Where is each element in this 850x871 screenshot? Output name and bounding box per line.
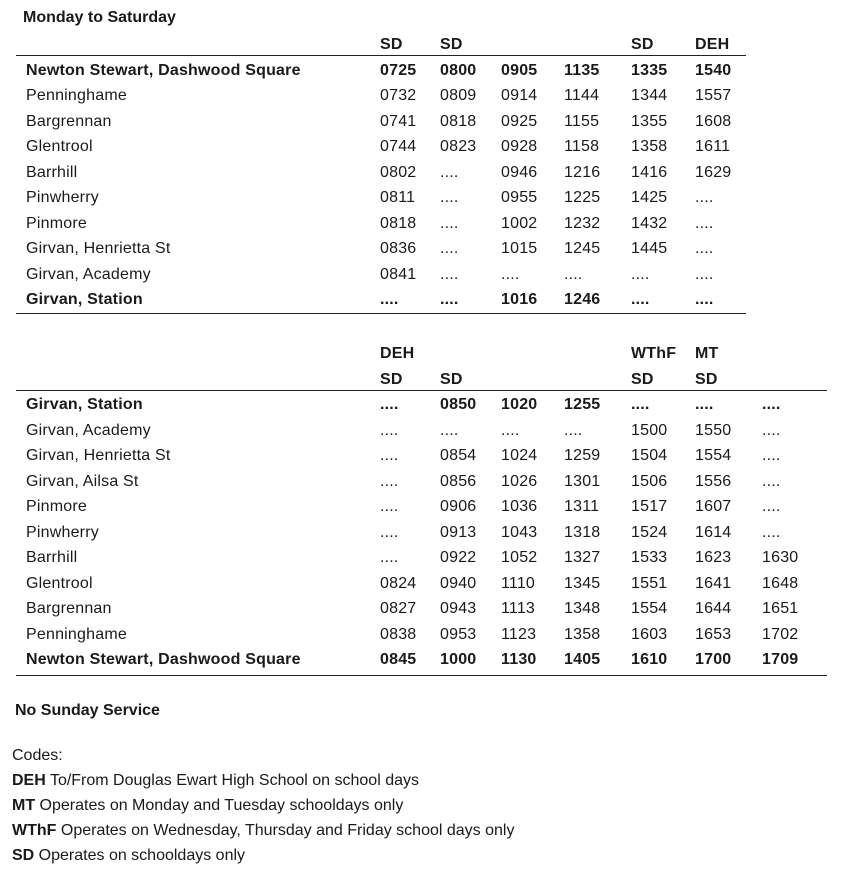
column-code [501,341,564,367]
code-abbrev: SD [12,847,35,864]
departure-time: .... [380,472,399,490]
departure-time: 1216 [564,163,601,181]
return-bottom-rule [16,675,827,676]
stop-name: Girvan, Academy [26,421,151,439]
departure-time: 1358 [564,625,601,643]
stop-name: Penninghame [26,87,127,104]
stop-name: Girvan, Henrietta St [26,447,171,464]
departure-time: 1630 [762,549,799,566]
departure-time: 1246 [564,291,601,308]
timetable-row [16,83,746,109]
departure-time: .... [440,265,459,283]
departure-time: 0928 [501,138,538,155]
stop-name: Pinmore [26,214,87,232]
departure-time: 1110 [501,574,536,592]
departure-time: .... [762,447,781,464]
column-code: DEH [695,36,730,53]
timetable-row [16,392,827,418]
departure-time: 0955 [501,189,538,206]
code-definition [12,847,245,865]
departure-time: 1644 [695,600,732,617]
departure-time: 1016 [501,291,538,308]
column-code: SD [695,370,718,388]
departure-time: .... [501,265,520,283]
departure-time: 0811 [380,189,416,206]
stop-name: Girvan, Academy [26,265,151,283]
departure-time: 1130 [501,651,537,668]
column-code: DEH [380,345,415,362]
column-code: SD [631,370,654,388]
code-spacer [16,32,380,58]
code-definition [12,772,419,790]
column-code [762,367,827,393]
departure-time: .... [380,523,399,541]
departure-time: .... [564,421,583,439]
departure-time: .... [762,472,781,490]
code-spacer [16,367,380,393]
section1-title: Monday to Saturday [23,9,176,26]
departure-time: .... [564,265,583,283]
column-code: SD [440,36,463,53]
departure-time: 1641 [695,574,732,592]
stop-name: Girvan, Ailsa St [26,472,139,490]
departure-time: .... [762,523,781,541]
timetable-row [16,109,746,135]
column-code: WThF [631,345,677,362]
departure-time: 1550 [695,421,732,439]
column-code [564,341,631,367]
departure-time: .... [380,291,399,308]
departure-time: .... [631,265,650,283]
departure-time: 0914 [501,87,538,104]
departure-time: 0744 [380,138,417,155]
codes-title: Codes: [12,747,63,764]
departure-time: 1043 [501,523,538,541]
departure-time: .... [695,265,714,283]
no-sunday-note: No Sunday Service [15,702,160,719]
departure-time: 1607 [695,498,732,515]
departure-time: 1623 [695,549,732,566]
departure-time: 1344 [631,87,668,104]
departure-time: 1259 [564,447,601,464]
departure-time: 0946 [501,163,538,181]
departure-time: .... [440,240,459,257]
departure-time: 0800 [440,61,477,79]
timetable-row [16,596,827,622]
departure-time: .... [695,240,714,257]
stop-name: Newton Stewart, Dashwood Square [26,61,301,79]
stop-name: Pinwherry [26,523,99,541]
departure-time: 1533 [631,549,668,566]
departure-time: 1425 [631,189,668,206]
column-code [440,341,501,367]
timetable-row [16,134,746,160]
departure-time: 1554 [695,447,732,464]
code-definition [12,822,514,840]
departure-time: 0836 [380,240,417,257]
column-codes-row [16,367,827,393]
departure-time: 1500 [631,421,668,439]
outbound-bottom-rule [16,313,746,314]
departure-time: 1000 [440,651,477,668]
column-code [501,367,564,393]
departure-time: 1232 [564,214,601,232]
departure-time: 1551 [631,574,668,592]
departure-time: .... [440,214,459,232]
departure-time: 1648 [762,574,799,592]
code-definition [12,797,403,815]
departure-time: 1301 [564,472,601,490]
column-code [762,341,827,367]
departure-time: 0741 [380,112,417,130]
timetable-row [16,443,827,469]
departure-time: 1348 [564,600,601,617]
departure-time: 1026 [501,472,538,490]
departure-time: 1358 [631,138,668,155]
stop-name: Barrhill [26,549,78,566]
departure-time: 0953 [440,625,477,643]
departure-time: 1020 [501,396,538,413]
return-header-rule [16,390,827,391]
departure-time: 1225 [564,189,601,206]
departure-time: 1255 [564,396,601,413]
departure-time: 1355 [631,112,668,130]
departure-time: .... [440,163,459,181]
timetable-row [16,160,746,186]
code-abbrev: MT [12,797,36,814]
departure-time: 1653 [695,625,732,643]
departure-time: .... [440,189,459,206]
timetable-row [16,494,827,520]
stop-name: Bargrennan [26,112,112,130]
departure-time: 0856 [440,472,477,490]
departure-time: 1327 [564,549,601,566]
departure-time: 1335 [631,61,668,79]
timetable-row [16,418,827,444]
departure-time: 1629 [695,163,732,181]
departure-time: 1614 [695,523,732,541]
departure-time: 1554 [631,600,668,617]
departure-time: 0841 [380,265,417,283]
departure-time: .... [762,421,781,439]
departure-time: 0906 [440,498,477,515]
departure-time: 1113 [501,600,536,617]
stop-name: Girvan, Henrietta St [26,240,171,257]
departure-time: 1603 [631,625,668,643]
departure-time: 1245 [564,240,601,257]
code-description: Operates on Monday and Tuesday schooldays only [35,797,404,814]
departure-time: .... [440,421,459,439]
departure-time: .... [501,421,520,439]
outbound-header-rule [16,55,746,56]
column-code: SD [440,370,463,388]
departure-time: .... [695,214,714,232]
departure-time: .... [695,189,714,206]
column-code: SD [380,36,403,53]
departure-time: 1318 [564,523,601,541]
stop-name: Pinmore [26,498,87,515]
departure-time: 1608 [695,112,732,130]
code-abbrev: WThF [12,822,57,839]
code-abbrev: DEH [12,772,46,789]
stop-name: Barrhill [26,163,78,181]
column-code: SD [380,370,403,388]
stop-name: Newton Stewart, Dashwood Square [26,651,301,668]
departure-time: 0802 [380,163,417,181]
timetable-row [16,571,827,597]
departure-time: 0725 [380,61,417,79]
departure-time: .... [380,549,399,566]
departure-time: 1405 [564,651,601,668]
timetable-row [16,287,746,313]
column-codes-top-row [16,341,827,367]
code-description: Operates on schooldays only [34,847,246,864]
departure-time: 0818 [380,214,417,232]
departure-time: 1345 [564,574,601,592]
timetable-row [16,262,746,288]
column-codes-row [16,32,746,58]
timetable-row [16,622,827,648]
departure-time: 0913 [440,523,477,541]
column-code [564,367,631,393]
departure-time: .... [631,396,650,413]
departure-time: 1557 [695,87,732,104]
departure-time: 1506 [631,472,668,490]
departure-time: 0845 [380,651,417,668]
stop-name: Penninghame [26,625,127,643]
departure-time: 0905 [501,61,538,79]
departure-time: 1002 [501,214,538,232]
column-code [501,32,564,58]
departure-time: 0827 [380,600,417,617]
outbound-timetable [16,32,746,313]
departure-time: 1517 [631,498,668,515]
timetable-row [16,545,827,571]
column-code: MT [695,345,719,362]
departure-time: 1416 [631,163,668,181]
departure-time: .... [380,396,399,413]
departure-time: 1158 [564,138,600,155]
departure-time: 0809 [440,87,477,104]
departure-time: 0824 [380,574,417,592]
departure-time: .... [380,498,399,515]
timetable-row [16,469,827,495]
departure-time: 0850 [440,396,477,413]
departure-time: .... [380,447,399,464]
departure-time: 1036 [501,498,538,515]
stop-name: Glentrool [26,138,93,155]
departure-time: 1700 [695,651,732,668]
stop-name: Bargrennan [26,600,112,617]
departure-time: 1155 [564,112,600,130]
code-spacer [16,341,380,367]
departure-time: 1651 [762,600,799,617]
stop-name: Pinwherry [26,189,99,206]
departure-time: .... [695,291,714,308]
departure-time: .... [440,291,459,308]
timetable-row [16,211,746,237]
departure-time: 1052 [501,549,538,566]
departure-time: 1445 [631,240,668,257]
departure-time: 1611 [695,138,731,155]
departure-time: 0943 [440,600,477,617]
column-code: SD [631,36,654,53]
departure-time: .... [380,421,399,439]
departure-time: 1556 [695,472,732,490]
departure-time: 1709 [762,651,799,668]
timetable-row [16,647,827,673]
departure-time: 0925 [501,112,538,130]
departure-time: 1504 [631,447,668,464]
departure-time: 0732 [380,87,417,104]
departure-time: 1024 [501,447,538,464]
departure-time: .... [762,498,781,515]
departure-time: 1702 [762,625,799,643]
stop-name: Glentrool [26,574,93,592]
departure-time: 0823 [440,138,477,155]
departure-time: 1123 [501,625,537,643]
departure-time: 0838 [380,625,417,643]
departure-time: .... [695,396,714,413]
code-description: To/From Douglas Ewart High School on school days [45,772,419,789]
timetable-row [16,58,746,84]
departure-time: 1311 [564,498,600,515]
column-code [564,32,631,58]
departure-time: 0940 [440,574,477,592]
departure-time: 0922 [440,549,477,566]
departure-time: 0854 [440,447,477,464]
departure-time: 1144 [564,87,600,104]
departure-time: 1610 [631,651,668,668]
code-description: Operates on Wednesday, Thursday and Friday school days only [56,822,515,839]
departure-time: .... [762,396,781,413]
departure-time: 1432 [631,214,668,232]
departure-time: .... [631,291,650,308]
departure-time: 1135 [564,61,600,79]
timetable-row [16,185,746,211]
departure-time: 1524 [631,523,668,541]
timetable-row [16,236,746,262]
stop-name: Girvan, Station [26,396,143,413]
departure-time: 0818 [440,112,477,130]
departure-time: 1015 [501,240,538,257]
departure-time: 1540 [695,61,732,79]
timetable-row [16,520,827,546]
stop-name: Girvan, Station [26,291,143,308]
